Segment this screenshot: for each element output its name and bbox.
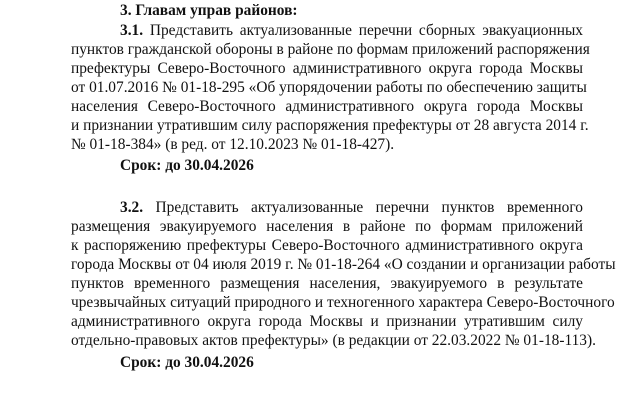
item-first-line: [120, 199, 583, 217]
item-text-line: к распоряжению префектуры Северо-Восточного административного округа: [71, 237, 583, 254]
item-number: 3.2.: [120, 199, 144, 216]
item-text-line: префектуры Северо-Восточного административного округа города Москвы: [71, 60, 583, 77]
item-number: 3.1.: [120, 22, 144, 39]
item-text-line: от 01.07.2016 № 01-18-295 «Об упорядочении работы по обеспечению защиты: [71, 79, 587, 96]
deadline: Срок: до 30.04.2026: [120, 354, 254, 371]
item-text-line: административного округа города Москвы и признании утратившим силу: [71, 313, 583, 330]
deadline: Срок: до 30.04.2026: [120, 157, 254, 174]
item-text-line: пунктов гражданской обороны в районе по формам приложений распоряжения: [71, 41, 590, 58]
item-text-line: города Москвы от 04 июля 2019 г. № 01-18-264 «О создании и организации работы: [71, 256, 616, 273]
item-text-line: отдельно-правовых актов префектуры» (в редакции от 22.03.2022 № 01-18-113).: [71, 332, 596, 349]
section-heading: 3. Главам управ районов:: [120, 2, 298, 19]
item-text-line: чрезвычайных ситуаций природного и техногенного характера Северо-Восточного: [71, 294, 615, 311]
item-text-line: размещения эвакуируемого населения в районе по формам приложений: [71, 218, 583, 235]
item-text-line: № 01-18-384» (в ред. от 12.10.2023 № 01-18-427).: [71, 136, 395, 153]
item-text-line: пунктов временного размещения населения, эвакуируемого в результате: [71, 275, 583, 292]
item-text-line: населения Северо-Восточного административного округа города Москвы: [71, 98, 583, 115]
item-text-line: Представить актуализованные перечни пунктов временного: [155, 199, 583, 216]
item-text-line: Представить актуализованные перечни сборных эвакуационных: [149, 22, 583, 39]
item-first-line: [120, 22, 583, 40]
item-text-line: и признании утратившим силу распоряжения префектуры от 28 августа 2014 г.: [71, 117, 589, 134]
